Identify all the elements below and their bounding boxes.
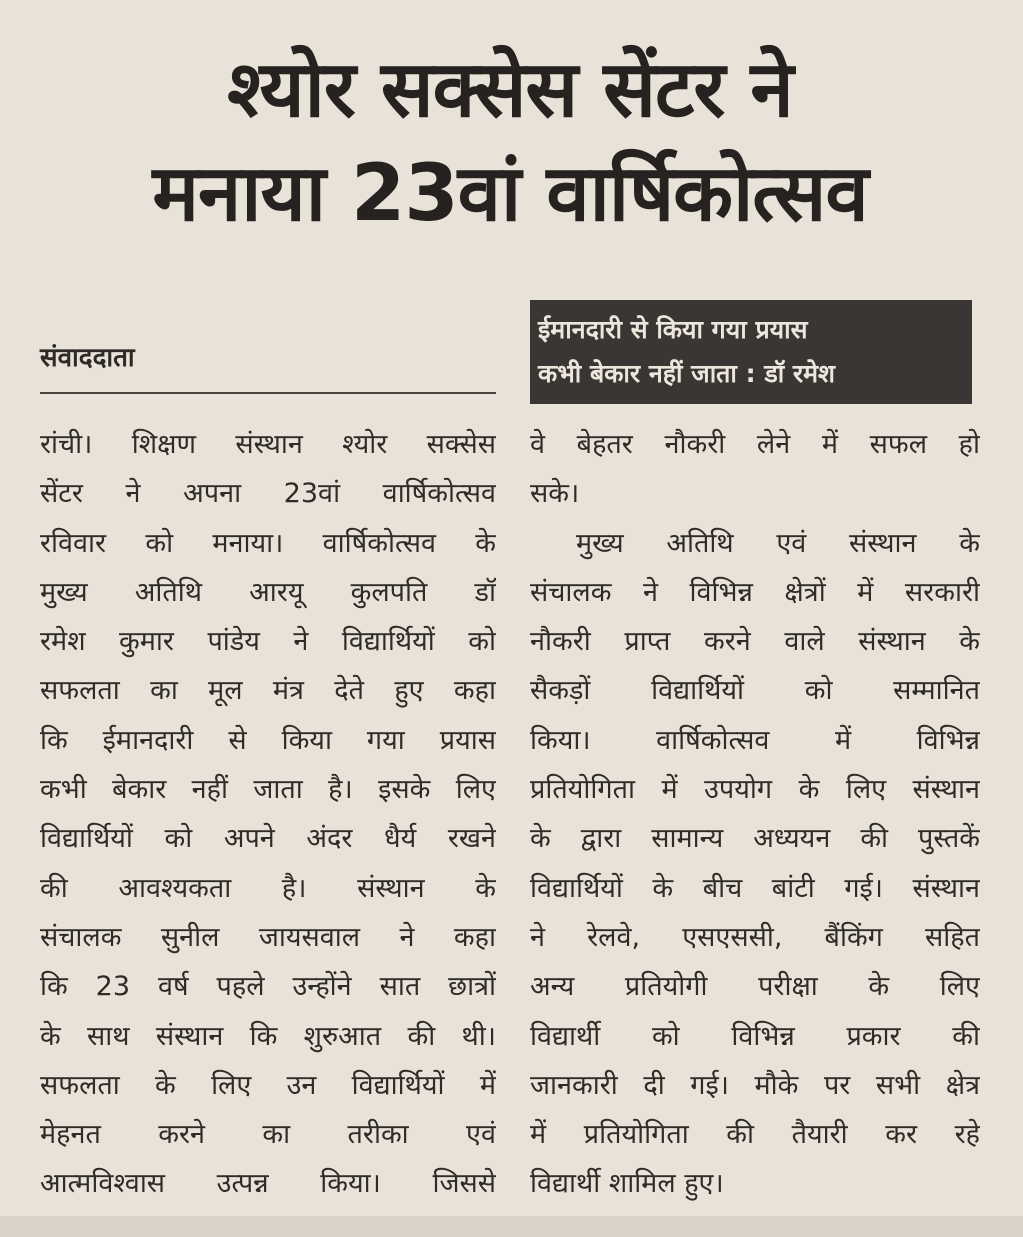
article-line: सफलता का मूल मंत्र देते हुए कहा	[40, 675, 496, 707]
article-line: प्रतियोगिता में उपयोग के लिए संस्थान	[530, 774, 980, 806]
article-line: के साथ संस्थान कि शुरुआत की थी।	[40, 1020, 496, 1052]
article-line: की आवश्यकता है। संस्थान के	[40, 872, 496, 904]
article-line: नौकरी प्राप्त करने वाले संस्थान के	[530, 626, 980, 658]
article-line: सैकड़ों विद्यार्थियों को सम्मानित	[530, 675, 980, 707]
article-line: ने रेलवे, एसएससी, बैंकिंग सहित	[530, 921, 980, 953]
article-line: किया। वार्षिकोत्सव में विभिन्न	[530, 724, 980, 756]
pull-quote	[530, 300, 972, 404]
article-line: सेंटर ने अपना 23वां वार्षिकोत्सव	[40, 478, 496, 510]
article-line: कभी बेकार नहीं जाता है। इसके लिए	[40, 774, 496, 806]
article-line: आत्मविश्वास उत्पन्न किया। जिससे	[40, 1168, 496, 1200]
article-line: के द्वारा सामान्य अध्ययन की पुस्तकें	[530, 823, 980, 855]
article-line: विद्यार्थी को विभिन्न प्रकार की	[530, 1020, 980, 1052]
article-column-right	[530, 420, 980, 1209]
page-bottom-edge	[0, 1216, 1023, 1237]
article-column-left	[40, 420, 496, 1209]
article-line: वे बेहतर नौकरी लेने में सफल हो	[530, 429, 980, 460]
pull-quote-line-2: कभी बेकार नहीं जाता : डॉ रमेश	[538, 359, 836, 388]
article-line: संचालक सुनील जायसवाल ने कहा	[40, 921, 496, 953]
article-line: विद्यार्थियों के बीच बांटी गई। संस्थान	[530, 872, 980, 904]
article-line: अन्य प्रतियोगी परीक्षा के लिए	[530, 971, 980, 1003]
article-line: मुख्य अतिथि आरयू कुलपति डॉ	[40, 576, 496, 608]
article-line: जानकारी दी गई। मौके पर सभी क्षेत्र	[530, 1069, 980, 1101]
byline: संवाददाता	[40, 343, 135, 373]
headline	[40, 38, 980, 246]
article-line: मेहनत करने का तरीका एवं	[40, 1119, 496, 1151]
article-line: रांची। शिक्षण संस्थान श्योर सक्सेस	[40, 429, 496, 460]
article-line: कि 23 वर्ष पहले उन्होंने सात छात्रों	[40, 971, 496, 1003]
article-line: संचालक ने विभिन्न क्षेत्रों में सरकारी	[530, 576, 980, 608]
article-line: रमेश कुमार पांडेय ने विद्यार्थियों को	[40, 626, 496, 658]
headline-line-2: मनाया 23वां वार्षिकोत्सव	[152, 149, 868, 239]
byline-divider	[40, 392, 496, 394]
article-line: विद्यार्थियों को अपने अंदर धैर्य रखने	[40, 823, 496, 855]
article-line: कि ईमानदारी से किया गया प्रयास	[40, 724, 496, 756]
article-line: सके।	[530, 478, 580, 510]
article-line: विद्यार्थी शामिल हुए।	[530, 1168, 724, 1200]
pull-quote-line-1: ईमानदारी से किया गया प्रयास	[538, 315, 808, 344]
article-line: सफलता के लिए उन विद्यार्थियों में	[40, 1069, 496, 1101]
article-line: रविवार को मनाया। वार्षिकोत्सव के	[40, 527, 496, 559]
article-line: मुख्य अतिथि एवं संस्थान के	[576, 527, 980, 559]
article-line: में प्रतियोगिता की तैयारी कर रहे	[530, 1119, 980, 1151]
headline-line-1: श्योर सक्सेस सेंटर ने	[227, 45, 793, 135]
